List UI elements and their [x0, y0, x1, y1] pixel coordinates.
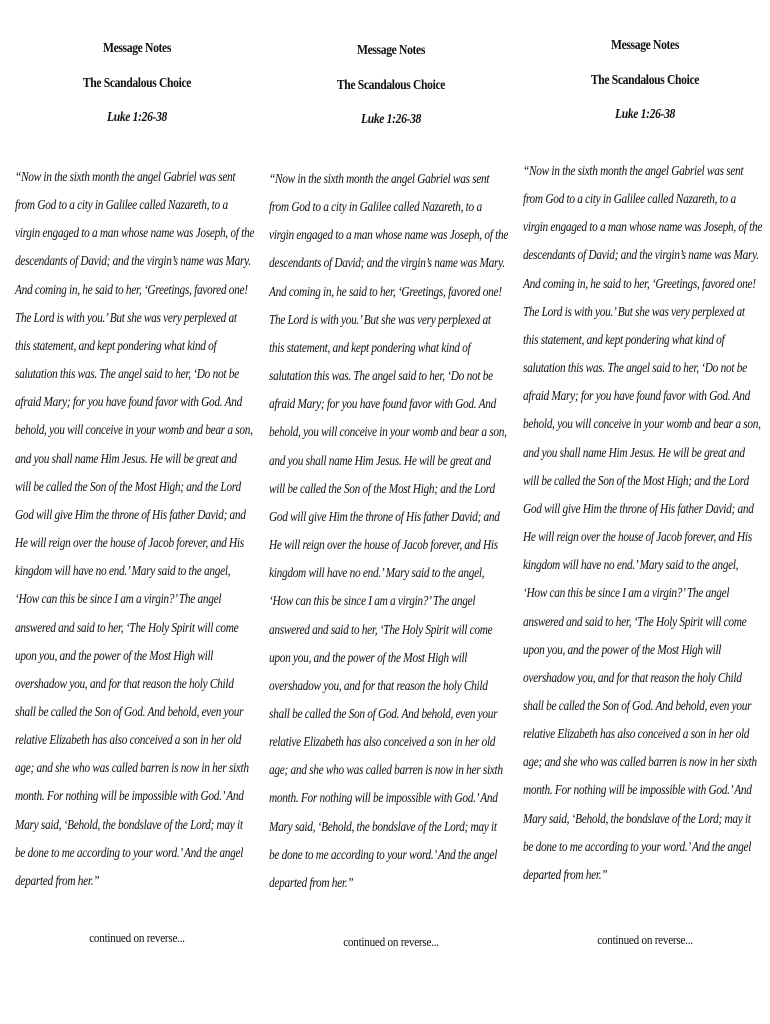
continued-note: continued on reverse... — [597, 932, 693, 947]
scripture-reference: Luke 1:26-38 — [360, 111, 422, 126]
notes-panel-1 — [12, 0, 262, 1000]
notes-header: Message Notes — [356, 42, 426, 57]
notes-panel-2 — [266, 2, 516, 1002]
sermon-title: The Scandalous Choice — [82, 75, 192, 90]
scripture-passage: “Now in the sixth month the angel Gabriel was sent from God to a city in Galilee called Nazareth, to a virgin engaged to a man whose name was Joseph, of the descendants of David; and the virgin’s name was Mary. And coming in, he said to her, ‘Greetings, favored one! The Lord is with you.’ But she was very perplexed at this statement, and kept pondering what kind of salutation this was. The angel said to her, ‘Do not be afraid Mary; for you have found favor with God. And behold, you will conceive in your womb and bear a son, and you shall name Him Jesus. He will be great and will be called the Son of the Most High; and the Lord God will give Him the throne of His father David; and He will reign over the house of Jacob forever, and His kingdom will have no end.’ Mary said to the angel, ‘How can this be since I am a virgin?’ The angel answered and said to her, ‘The Holy Spirit will come upon you, and the power of the Most High will overshadow you, and for that reason the holy Child shall be called the Son of God. And behold, even your relative Elizabeth has also conceived a son in her old age; and she who was called barren is now in her sixth month. For nothing will be impossible with God.’ And Mary said, ‘Behold, the bondslave of the Lord; may it be done to me according to your word.’ And the angel departed from her.” — [269, 171, 509, 890]
scripture-reference: Luke 1:26-38 — [614, 106, 676, 121]
scripture-reference: Luke 1:26-38 — [106, 109, 168, 124]
scripture-passage: “Now in the sixth month the angel Gabriel was sent from God to a city in Galilee called Nazareth, to a virgin engaged to a man whose name was Joseph, of the descendants of David; and the virgin’s name was Mary. And coming in, he said to her, ‘Greetings, favored one! The Lord is with you.’ But she was very perplexed at this statement, and kept pondering what kind of salutation this was. The angel said to her, ‘Do not be afraid Mary; for you have found favor with God. And behold, you will conceive in your womb and bear a son, and you shall name Him Jesus. He will be great and will be called the Son of the Most High; and the Lord God will give Him the throne of His father David; and He will reign over the house of Jacob forever, and His kingdom will have no end.’ Mary said to the angel, ‘How can this be since I am a virgin?’ The angel answered and said to her, ‘The Holy Spirit will come upon you, and the power of the Most High will overshadow you, and for that reason the holy Child shall be called the Son of God. And behold, even your relative Elizabeth has also conceived a son in her old age; and she who was called barren is now in her sixth month. For nothing will be impossible with God.’ And Mary said, ‘Behold, the bondslave of the Lord; may it be done to me according to your word.’ And the angel departed from her.” — [523, 163, 763, 882]
notes-header: Message Notes — [102, 40, 172, 55]
notes-header: Message Notes — [610, 37, 680, 52]
continued-note: continued on reverse... — [89, 930, 185, 945]
continued-note: continued on reverse... — [343, 934, 439, 949]
notes-panel-3 — [520, 0, 770, 997]
sermon-title: The Scandalous Choice — [336, 77, 446, 92]
sermon-title: The Scandalous Choice — [590, 72, 700, 87]
scripture-passage: “Now in the sixth month the angel Gabriel was sent from God to a city in Galilee called Nazareth, to a virgin engaged to a man whose name was Joseph, of the descendants of David; and the virgin’s name was Mary. And coming in, he said to her, ‘Greetings, favored one! The Lord is with you.’ But she was very perplexed at this statement, and kept pondering what kind of salutation this was. The angel said to her, ‘Do not be afraid Mary; for you have found favor with God. And behold, you will conceive in your womb and bear a son, and you shall name Him Jesus. He will be great and will be called the Son of the Most High; and the Lord God will give Him the throne of His father David; and He will reign over the house of Jacob forever, and His kingdom will have no end.’ Mary said to the angel, ‘How can this be since I am a virgin?’ The angel answered and said to her, ‘The Holy Spirit will come upon you, and the power of the Most High will overshadow you, and for that reason the holy Child shall be called the Son of God. And behold, even your relative Elizabeth has also conceived a son in her old age; and she who was called barren is now in her sixth month. For nothing will be impossible with God.’ And Mary said, ‘Behold, the bondslave of the Lord; may it be done to me according to your word.’ And the angel departed from her.” — [15, 169, 255, 888]
